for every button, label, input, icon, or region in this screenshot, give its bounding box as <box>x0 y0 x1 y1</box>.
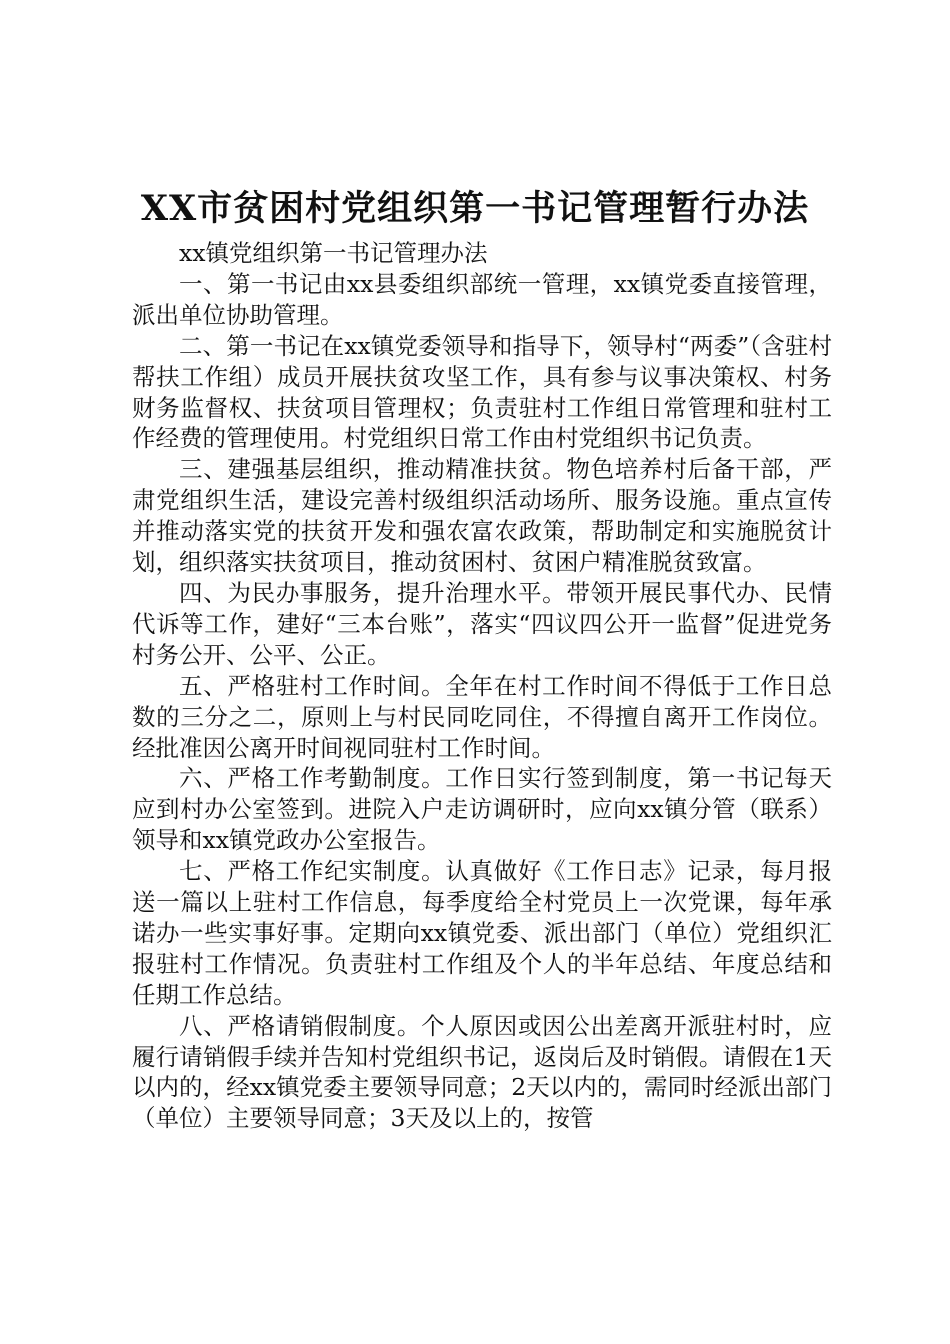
paragraph-article-4: 四、为民办事服务，提升治理水平。带领开展民事代办、民情代诉等工作，建好“三本台账”，落实“四议四公开一监督”促进党务村务公开、公平、公正。 <box>132 578 832 669</box>
paragraph-subtitle: xx镇党组织第一书记管理办法 <box>179 239 488 267</box>
document-title: XX市贫困村党组织第一书记管理暂行办法 <box>140 188 810 229</box>
paragraph-article-2: 二、第一书记在xx镇党委领导和指导下，领导村“两委”（含驻村帮扶工作组）成员开展扶贫攻坚工作，具有参与议事决策权、村务财务监督权、扶贫项目管理权；负责驻村工作组日常管理和驻村工作经费的管理使用。村党组织日常工作由村党组织书记负责。 <box>132 331 832 453</box>
paragraph-article-5: 五、严格驻村工作时间。全年在村工作时间不得低于工作日总数的三分之二，原则上与村民同吃同住，不得擅自离开工作岗位。经批准因公离开时间视同驻村工作时间。 <box>132 671 832 762</box>
paragraph-article-6: 六、严格工作考勤制度。工作日实行签到制度，第一书记每天应到村办公室签到。进院入户走访调研时，应向xx镇分管（联系）领导和xx镇党政办公室报告。 <box>132 764 832 855</box>
paragraph-article-7: 七、严格工作纪实制度。认真做好《工作日志》记录，每月报送一篇以上驻村工作信息，每季度给全村党员上一次党课，每年承诺办一些实事好事。定期向xx镇党委、派出部门（单位）党组织汇报驻村工作情况。负责驻村工作组及个人的半年总结、年度总结和任期工作总结。 <box>132 857 832 1009</box>
paragraph-article-8: 八、严格请销假制度。个人原因或因公出差离开派驻村时，应履行请销假手续并告知村党组织书记，返岗后及时销假。请假在1天以内的，经xx镇党委主要领导同意；2天以内的，需同时经派出部门（单位）主要领导同意；3天及以上的，按管 <box>132 1011 832 1133</box>
paragraph-article-1: 一、第一书记由xx县委组织部统一管理，xx镇党委直接管理，派出单位协助管理。 <box>132 269 832 329</box>
paragraph-article-3: 三、建强基层组织，推动精准扶贫。物色培养村后备干部，严肃党组织生活，建设完善村级组织活动场所、服务设施。重点宣传并推动落实党的扶贫开发和强农富农政策，帮助制定和实施脱贫计划，组织落实扶贫项目，推动贫困村、贫困户精准脱贫致富。 <box>132 455 832 577</box>
document-body <box>132 238 832 1134</box>
